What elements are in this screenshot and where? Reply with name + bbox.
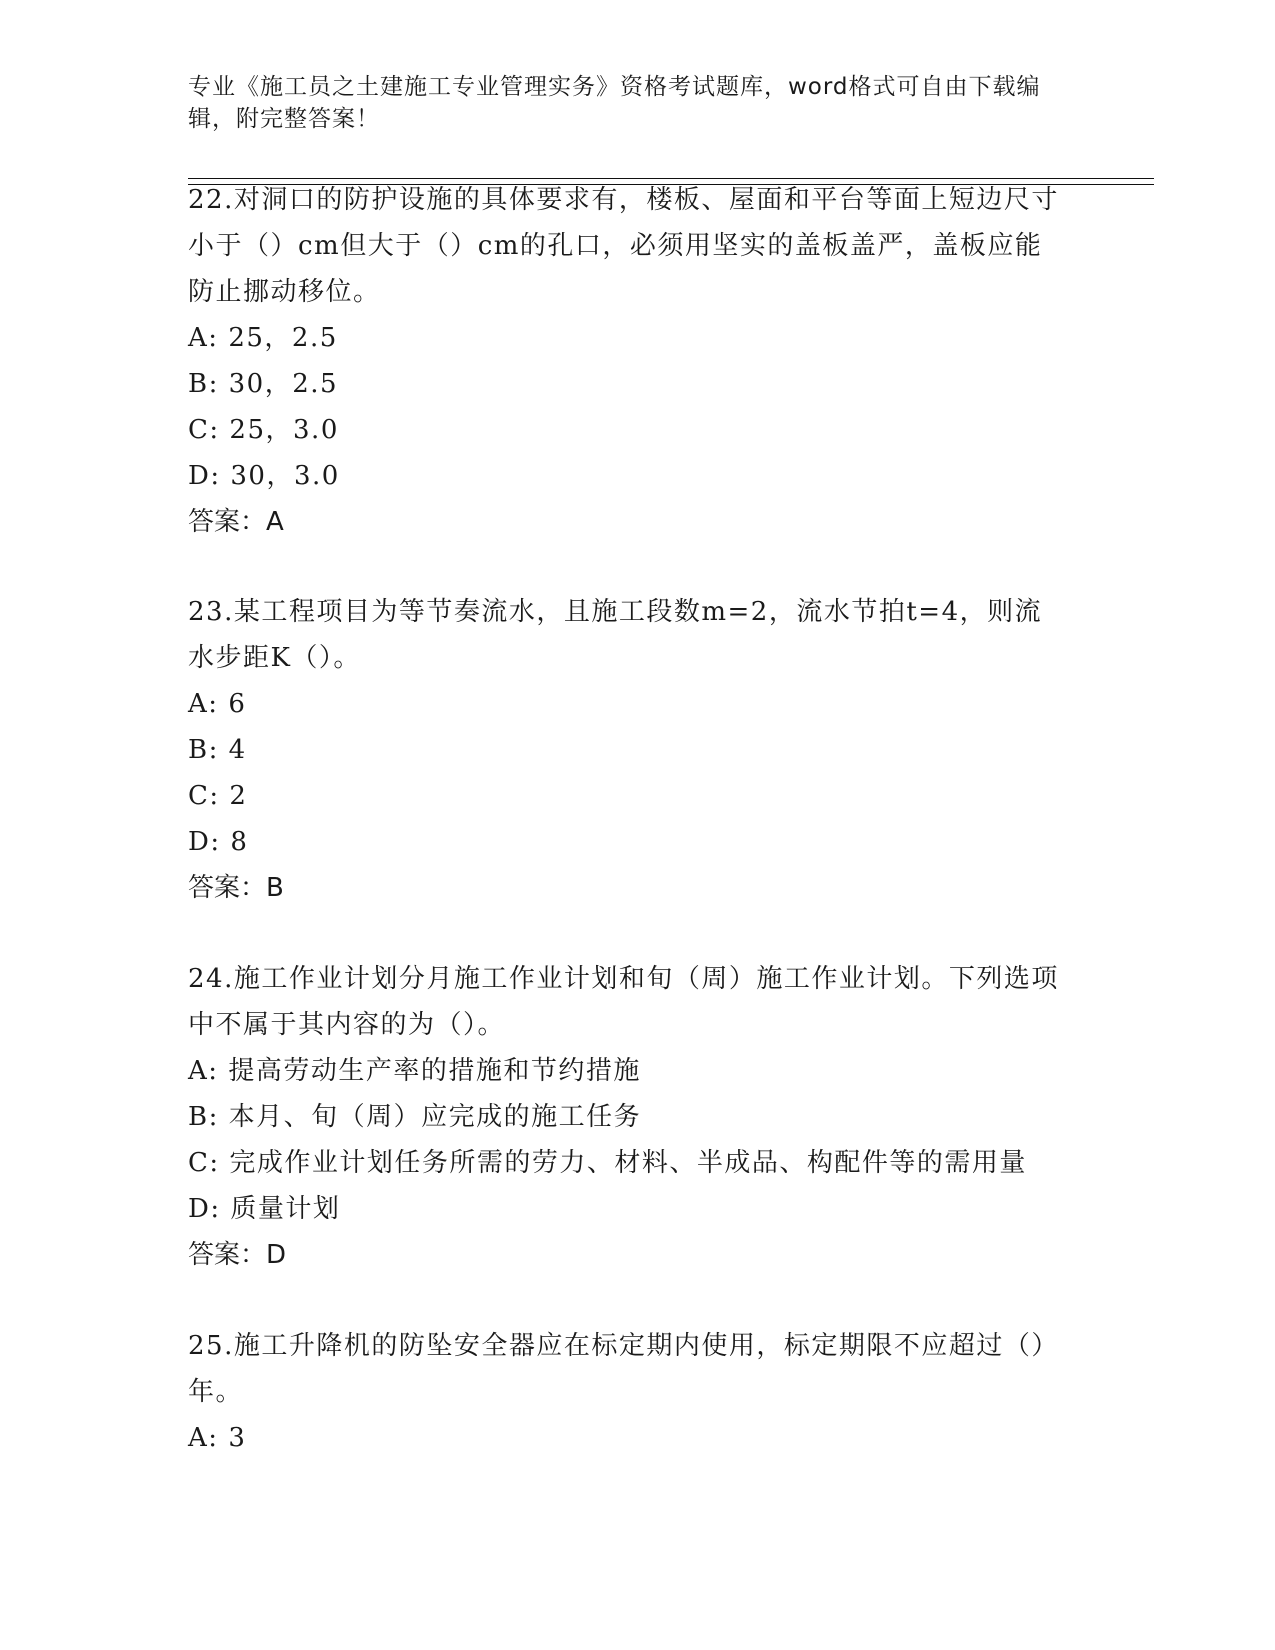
document-header: 专业《施工员之土建施工专业管理实务》资格考试题库，word格式可自由下载编辑，附完整答案！ xyxy=(188,74,1041,132)
option-text: 完成作业计划任务所需的劳力、材料、半成品、构配件等的需用量 xyxy=(229,1148,1027,1178)
option-key: A: xyxy=(188,1056,219,1086)
option-text: 8 xyxy=(230,827,249,857)
option-key: D: xyxy=(188,1194,221,1224)
option-d xyxy=(188,1186,1068,1232)
option-text: 提高劳动生产率的措施和节约措施 xyxy=(228,1056,641,1086)
option-key: A: xyxy=(188,1423,219,1453)
question-25 xyxy=(188,1323,1068,1461)
option-key: D: xyxy=(188,461,221,491)
option-d xyxy=(188,453,1068,499)
option-text: 6 xyxy=(228,689,247,719)
option-a xyxy=(188,1415,1068,1461)
option-c xyxy=(188,773,1068,819)
question-stem: 25.施工升降机的防坠安全器应在标定期内使用，标定期限不应超过（）年。 xyxy=(188,1331,1059,1407)
option-c xyxy=(188,1140,1068,1186)
question-stem: 23.某工程项目为等节奏流水，且施工段数m=2，流水节拍t=4，则流水步距K（）。 xyxy=(188,597,1043,673)
option-b xyxy=(188,727,1068,773)
answer-line: 答案：A xyxy=(188,507,284,537)
option-b xyxy=(188,1094,1068,1140)
option-key: C: xyxy=(188,1148,220,1178)
answer-line: 答案：B xyxy=(188,873,284,903)
option-key: A: xyxy=(188,323,219,353)
option-key: D: xyxy=(188,827,221,857)
option-a xyxy=(188,1048,1068,1094)
option-text: 25，3.0 xyxy=(229,415,339,445)
question-stem: 24.施工作业计划分月施工作业计划和旬（周）施工作业计划。下列选项中不属于其内容的为（）。 xyxy=(188,964,1059,1040)
question-22 xyxy=(188,177,1068,545)
option-text: 25，2.5 xyxy=(228,323,338,353)
option-key: B: xyxy=(188,735,219,765)
option-c xyxy=(188,407,1068,453)
option-key: A: xyxy=(188,689,219,719)
option-text: 4 xyxy=(228,735,247,765)
option-key: C: xyxy=(188,781,220,811)
option-text: 30，3.0 xyxy=(230,461,340,491)
question-stem: 22.对洞口的防护设施的具体要求有，楼板、屋面和平台等面上短边尺寸小于（）cm但大于（）cm的孔口，必须用坚实的盖板盖严，盖板应能防止挪动移位。 xyxy=(188,185,1059,307)
option-a xyxy=(188,315,1068,361)
option-key: C: xyxy=(188,415,220,445)
option-a xyxy=(188,681,1068,727)
option-key: B: xyxy=(188,1102,219,1132)
question-24 xyxy=(188,956,1068,1278)
question-23 xyxy=(188,589,1068,911)
option-text: 质量计划 xyxy=(230,1194,341,1224)
option-b xyxy=(188,361,1068,407)
option-key: B: xyxy=(188,369,219,399)
option-d xyxy=(188,819,1068,865)
option-text: 30，2.5 xyxy=(228,369,339,399)
option-text: 本月、旬（周）应完成的施工任务 xyxy=(228,1102,642,1132)
answer-line: 答案：D xyxy=(188,1240,287,1270)
option-text: 3 xyxy=(228,1423,247,1453)
option-text: 2 xyxy=(229,781,248,811)
